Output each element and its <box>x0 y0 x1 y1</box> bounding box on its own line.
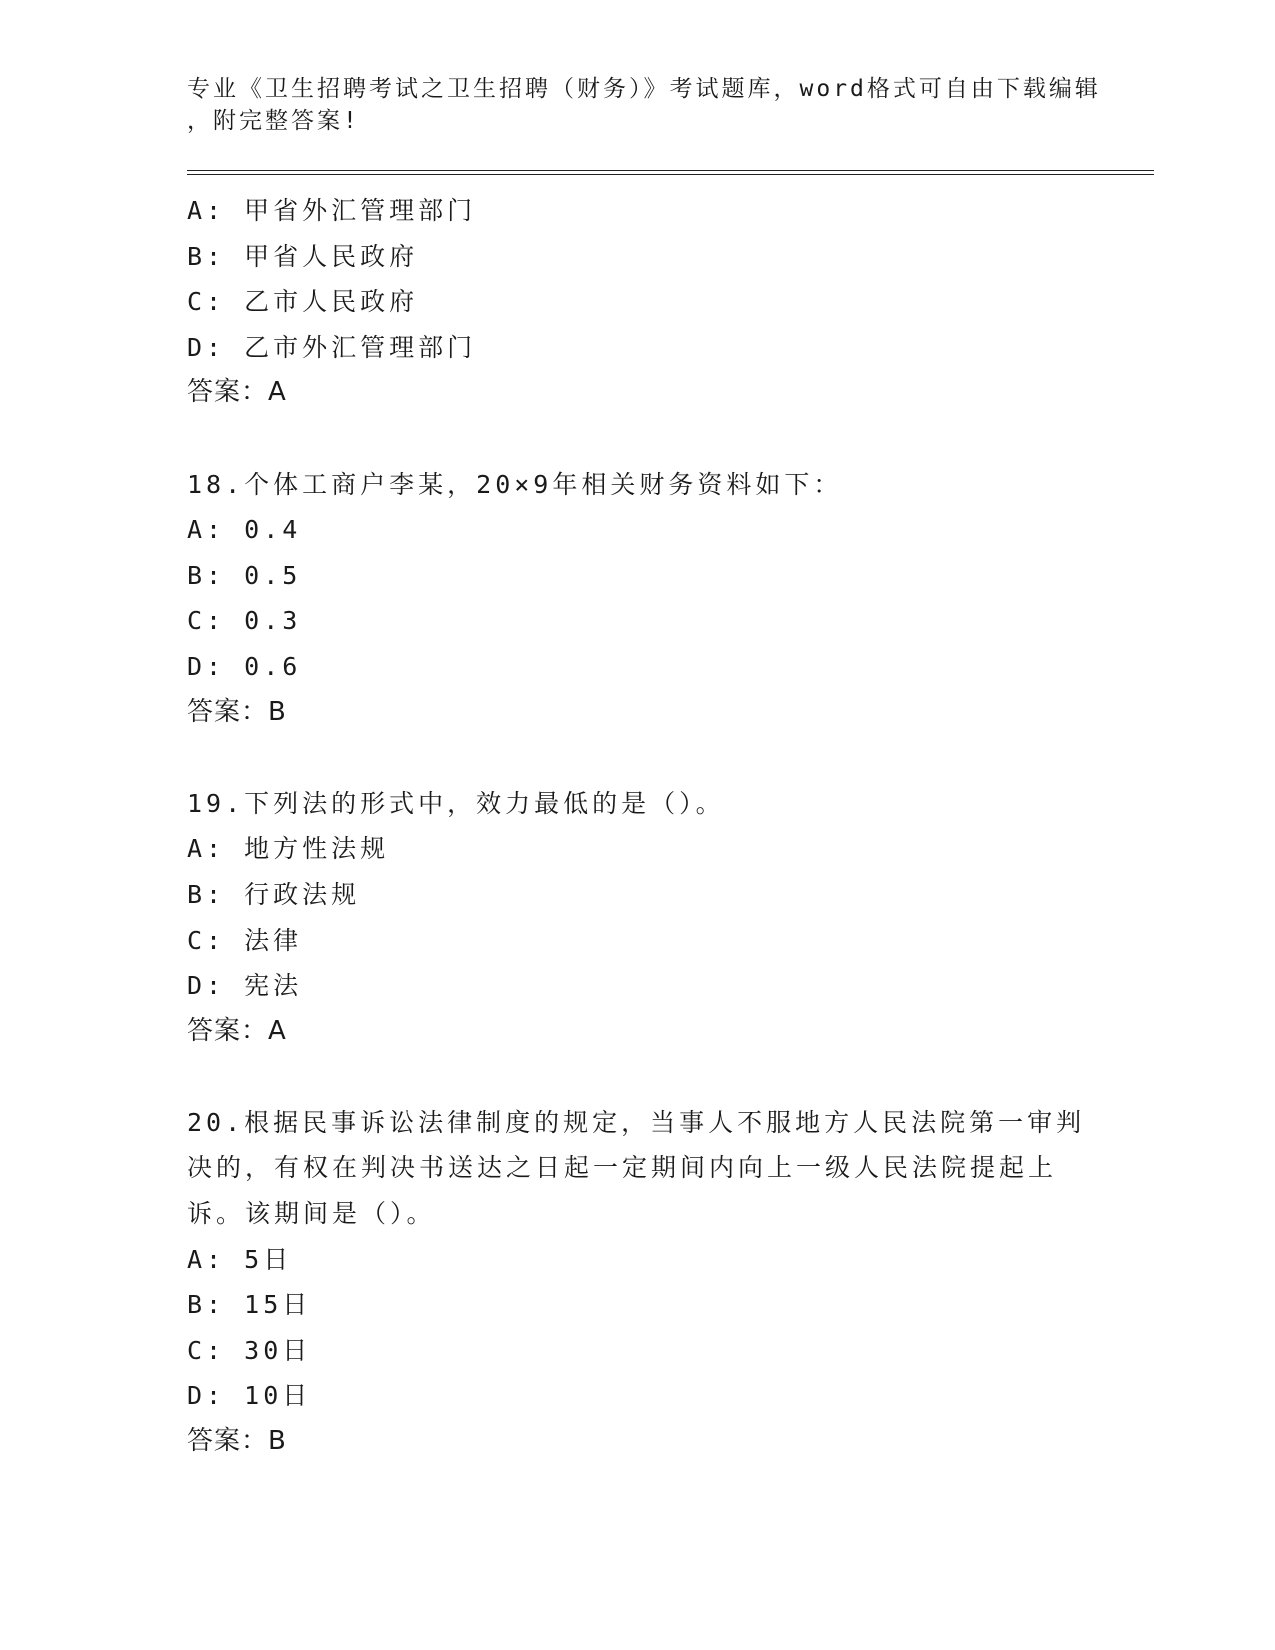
question-list <box>187 188 1087 1465</box>
question-stem-line: 诉。该期间是（）。 <box>187 1199 436 1229</box>
spacer <box>187 735 1087 781</box>
question-block-19 <box>187 781 1087 1055</box>
header-line-1: 专业《卫生招聘考试之卫生招聘（财务）》考试题库，word格式可自由下载编辑 <box>187 76 1101 102</box>
question-block-18 <box>187 462 1087 736</box>
option-a: A: 0.4 <box>187 515 302 545</box>
option-d: D: 宪法 <box>187 971 303 1001</box>
document-header <box>187 73 1101 137</box>
header-divider-top <box>187 170 1154 171</box>
header-line-2: ，附完整答案! <box>187 108 360 134</box>
question-stem <box>187 1100 1087 1237</box>
option-a: A: 地方性法规 <box>187 834 390 864</box>
question-block-20 <box>187 1100 1087 1465</box>
option-b: B: 行政法规 <box>187 879 361 909</box>
question-stem <box>187 462 1087 508</box>
answer-line: 答案：A <box>187 1015 287 1046</box>
question-stem-line: 19.下列法的形式中，效力最低的是（）。 <box>187 788 725 818</box>
answer-line: 答案：B <box>187 696 287 727</box>
question-stem-line: 20.根据民事诉讼法律制度的规定，当事人不服地方人民法院第一审判 <box>187 1107 1086 1137</box>
option-c: C: 0.3 <box>187 606 302 636</box>
option-d: D: 0.6 <box>187 651 302 681</box>
option-b: B: 0.5 <box>187 560 302 590</box>
spacer <box>187 1054 1087 1100</box>
option-a: A: 甲省外汇管理部门 <box>187 196 477 225</box>
option-d: D: 乙市外汇管理部门 <box>187 332 477 362</box>
header-divider-bottom <box>187 174 1154 175</box>
option-c: C: 30日 <box>187 1335 312 1365</box>
spacer <box>187 416 1087 462</box>
option-b: B: 甲省人民政府 <box>187 241 419 271</box>
option-a: A: 5日 <box>187 1244 293 1274</box>
option-c: C: 法律 <box>187 925 303 955</box>
answer-line: 答案：A <box>187 377 287 408</box>
option-d: D: 10日 <box>187 1381 312 1411</box>
option-b: B: 15日 <box>187 1290 312 1320</box>
question-block-17 <box>187 188 1087 416</box>
question-stem-line: 18.个体工商户李某，20×9年相关财务资料如下： <box>187 469 843 499</box>
question-stem <box>187 781 1087 827</box>
option-c: C: 乙市人民政府 <box>187 287 419 317</box>
answer-line: 答案：B <box>187 1426 287 1457</box>
question-stem-line: 决的，有权在判决书送达之日起一定期间内向上一级人民法院提起上 <box>187 1153 1058 1183</box>
